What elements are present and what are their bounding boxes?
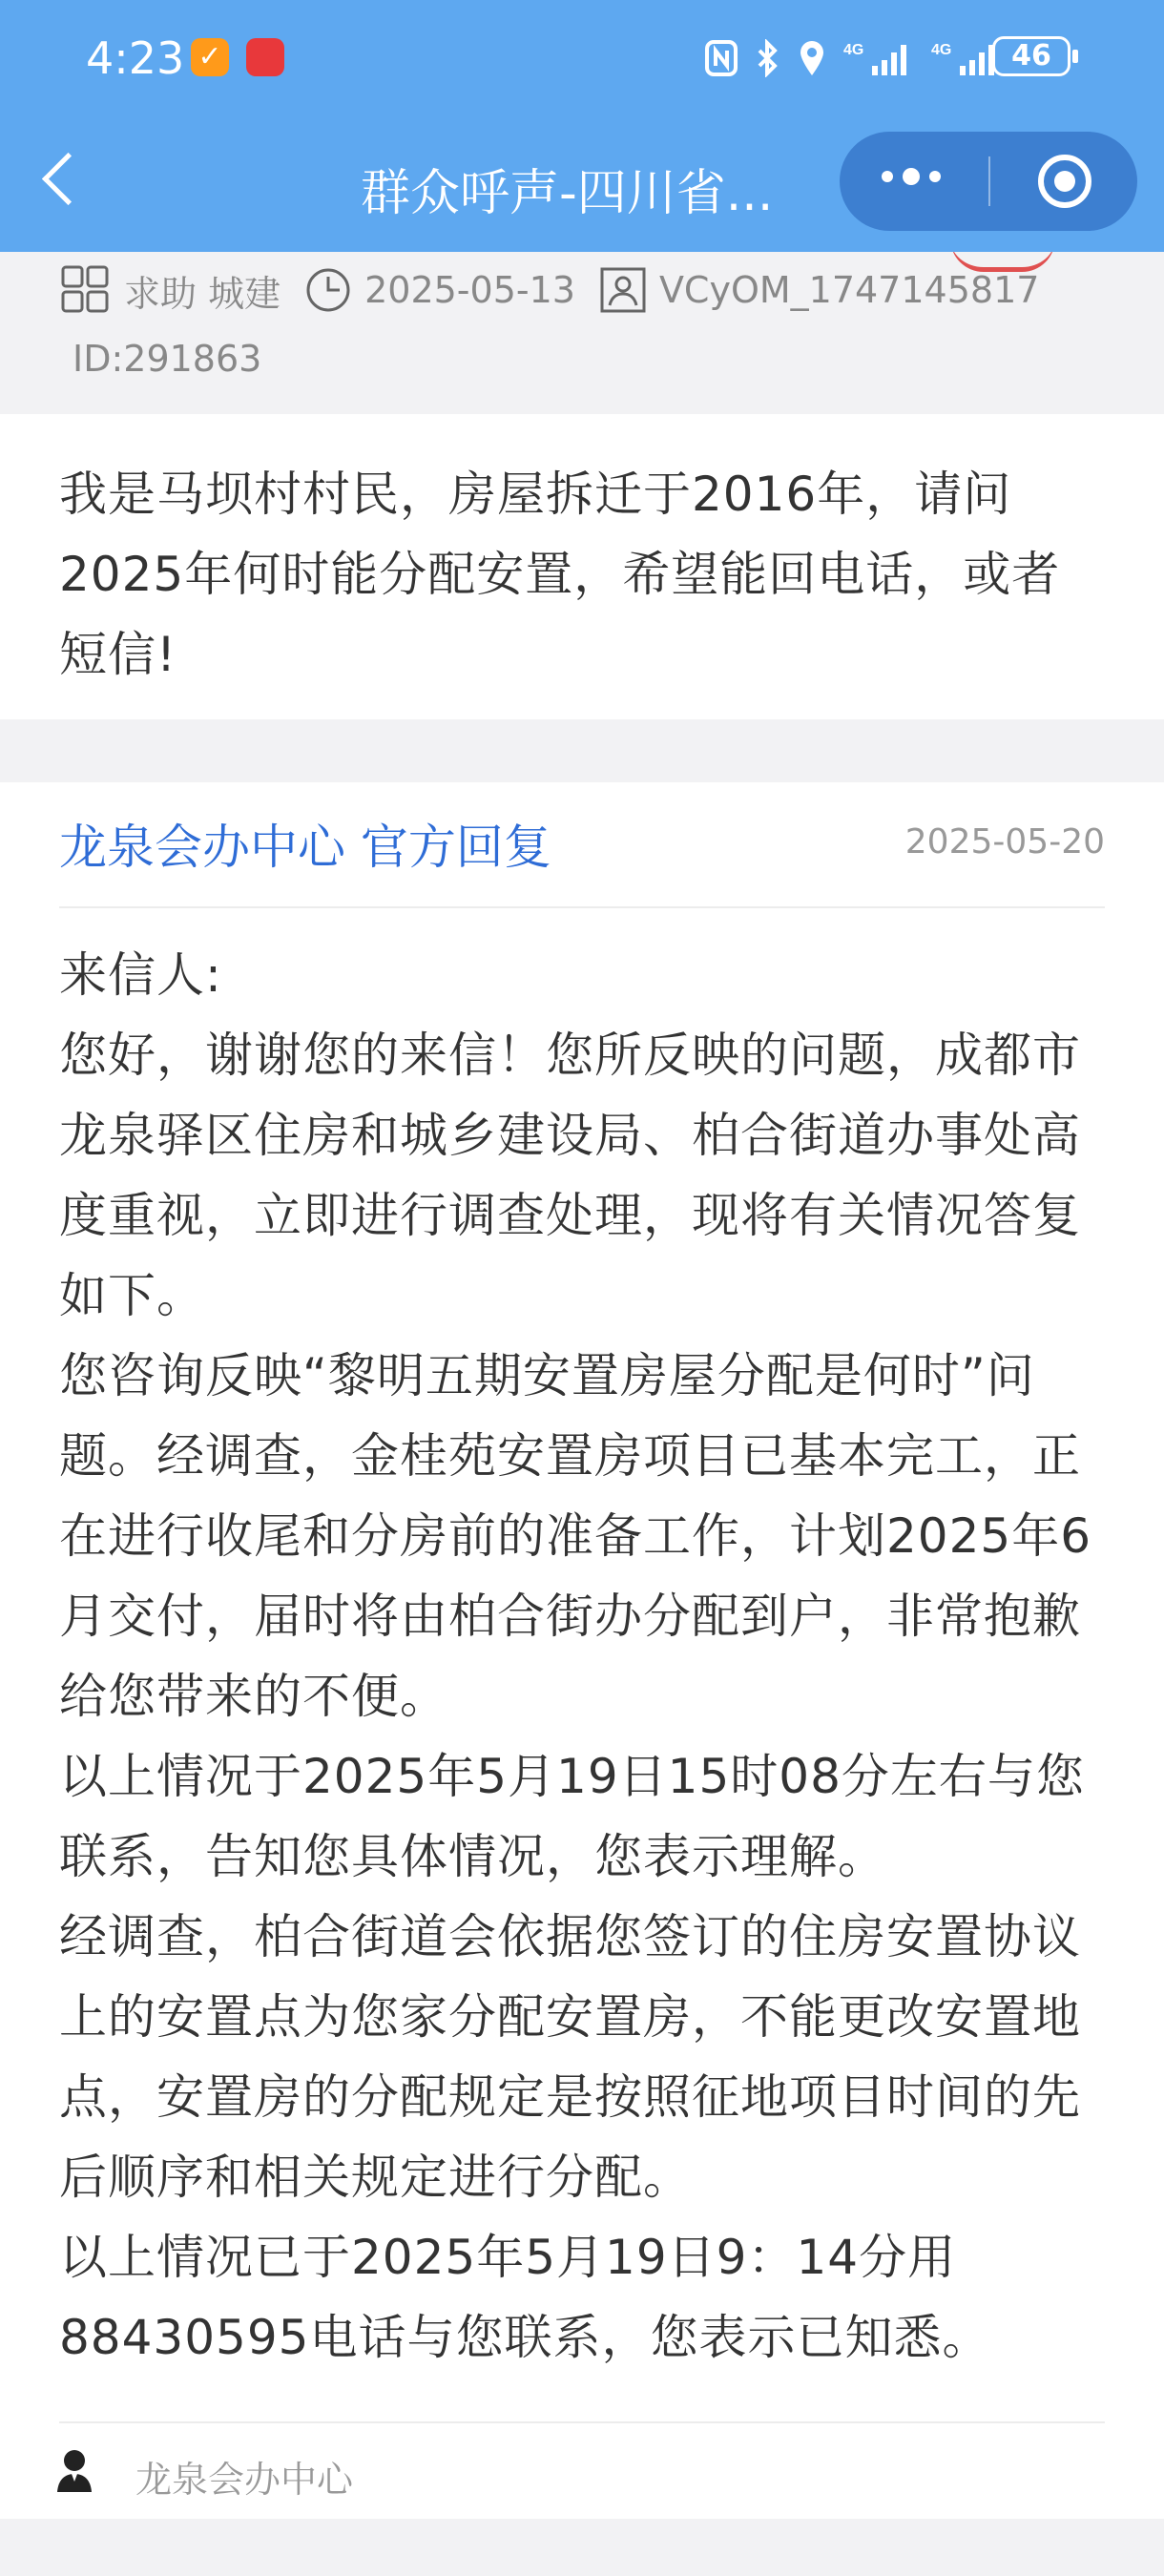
reply-paragraph: 以上情况于2025年5月19日15时08分左右与您联系，告知您具体情况，您表示理解。 (59, 1749, 1085, 1884)
username: VCyOM_1747145817 (658, 269, 1040, 311)
submit-date: 2025-05-13 (364, 269, 575, 311)
back-arrow-icon[interactable] (42, 153, 94, 205)
nfc-icon (704, 39, 738, 77)
reply-paragraph: 来信人: (59, 947, 222, 1003)
svg-text:4G: 4G (843, 42, 864, 58)
status-time: 4:23 (86, 32, 185, 84)
user-icon (600, 267, 646, 313)
bluetooth-icon (756, 39, 780, 77)
location-icon (798, 39, 826, 77)
question-id: ID:291863 (73, 338, 262, 380)
huawei-app-icon (246, 38, 284, 76)
category-label: 求助 城建 (124, 272, 281, 315)
reply-paragraph: 您咨询反映“黎明五期安置房屋分配是何时”问题。经调查，金桂苑安置房项目已基本完工，正在进行收尾和分房前的准备工作，计划2025年6月交付，届时将由柏合街办分配到户，非常抱歉给您带来的不便。 (59, 1348, 1092, 1724)
page-title: 群众呼声-四川省... (361, 165, 774, 222)
official-reply-card (0, 782, 1164, 2519)
reply-paragraph: 您好，谢谢您的来信！您所反映的问题，成都市龙泉驿区住房和城乡建设局、柏合街道办事处高度重视，立即进行调查处理，现将有关情况答复如下。 (59, 1028, 1081, 1323)
miniprogram-capsule (840, 132, 1137, 231)
reply-body (59, 935, 1109, 2378)
signal-4g-icon-2 (931, 39, 1002, 77)
status-icons (704, 36, 1002, 80)
question-card (0, 414, 1164, 719)
reply-paragraph: 经调查，柏合街道会依据您签订的住房安置协议上的安置点为您家分配安置房，不能更改安置地点，安置房的分配规定是按照征地项目时间的先后顺序和相关规定进行分配。 (59, 1909, 1081, 2205)
reply-date: 2025-05-20 (904, 822, 1105, 862)
reply-org-title: 龙泉会办中心 官方回复 (59, 820, 551, 875)
official-avatar-icon (55, 2448, 94, 2494)
notification-app-icon: ✓ (191, 38, 229, 76)
divider (59, 2421, 1105, 2423)
meta-row (61, 261, 1064, 319)
battery-indicator: 46 (992, 36, 1070, 76)
question-text: 我是马坝村村民，房屋拆迁于2016年，请问2025年何时能分配安置，希望能回电话，或者短信! (59, 467, 1061, 682)
signal-4g-icon (843, 39, 914, 77)
category-grid-icon (61, 265, 111, 315)
capsule-divider (988, 156, 990, 206)
question-meta (0, 252, 1164, 414)
more-options-icon[interactable] (882, 168, 941, 185)
close-miniprogram-icon[interactable] (1038, 155, 1091, 208)
reply-paragraph: 以上情况已于2025年5月19日9：14分用88430595电话与您联系，您表示已知悉。 (59, 2230, 991, 2365)
clock-icon (305, 267, 351, 313)
top-bar (0, 0, 1164, 252)
battery-tip (1072, 50, 1078, 63)
divider (59, 906, 1105, 908)
svg-text:4G: 4G (931, 42, 952, 58)
reply-author: 龙泉会办中心 (135, 2459, 354, 2501)
